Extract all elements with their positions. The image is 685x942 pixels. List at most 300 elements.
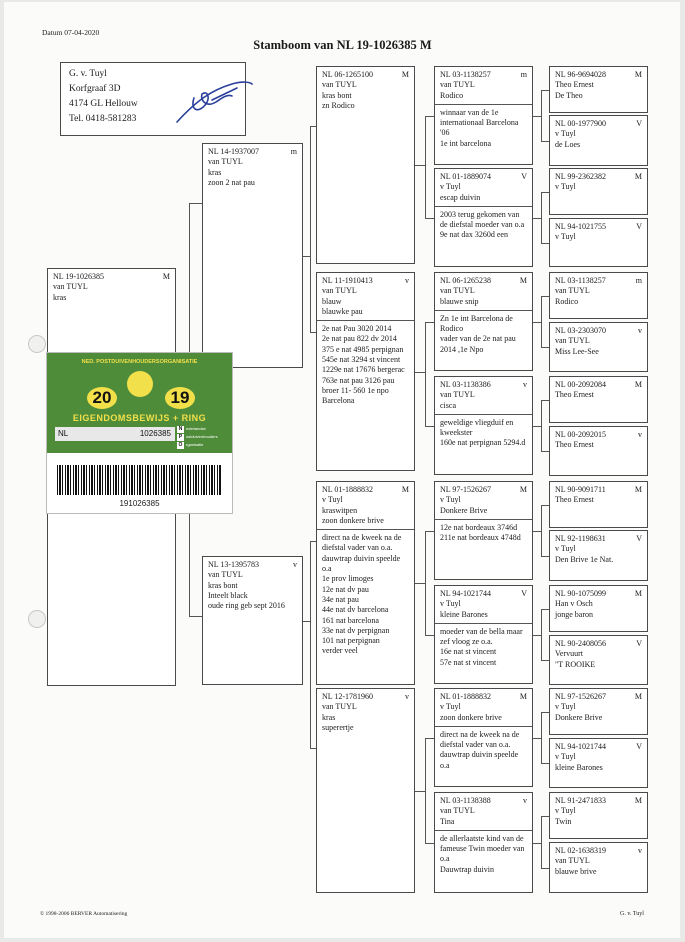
pigeon-detail: v Tuyl	[555, 702, 576, 712]
pigeon-header	[322, 70, 409, 80]
pigeon-header	[555, 846, 642, 856]
pigeon-detail: Tina	[440, 816, 455, 826]
connector-line	[310, 748, 316, 749]
barcode-number: 191026385	[119, 499, 160, 508]
sex-marker: M	[519, 276, 527, 285]
ring-number: NL 19-1026385	[53, 272, 105, 281]
pigeon-detail: superertje	[322, 722, 354, 732]
pigeon-detail: zoon 2 nat pau	[208, 177, 255, 187]
footer-copyright: © 1998-2006 BERVER Automatisering	[40, 911, 128, 917]
connector-line	[425, 116, 434, 117]
sex-marker: V	[636, 119, 642, 128]
result-line: 2e nat pau 822 dv 2014	[322, 334, 397, 344]
pigeon-detail: Miss Lee-See	[555, 346, 599, 356]
pigeon-detail: v Tuyl	[440, 702, 461, 712]
result-line: 375 e nat 4985 perpignan	[322, 344, 404, 354]
date-label: Datum 07-04-2020	[42, 28, 100, 37]
sex-marker: v	[638, 430, 642, 439]
pigeon-header	[555, 534, 642, 544]
pigeon-card-p27	[549, 635, 648, 685]
pigeon-card-p19	[549, 218, 648, 267]
pigeon-header	[322, 276, 409, 286]
pigeon-card-p15	[434, 792, 533, 893]
pigeon-detail: kras	[322, 712, 336, 722]
ring-number: NL 01-1889074	[440, 172, 492, 181]
pigeon-detail: van TUYL	[440, 806, 475, 816]
result-line: Dauwtrap duivin	[440, 864, 494, 874]
pigeon-card-p14	[434, 688, 533, 787]
connector-line	[425, 322, 434, 323]
sex-marker: v	[638, 846, 642, 855]
pigeon-header	[555, 742, 642, 752]
pigeon-detail: v Tuyl	[555, 129, 576, 139]
connector-line	[541, 400, 549, 401]
sex-marker: v	[293, 560, 297, 569]
pigeon-detail: van TUYL	[53, 282, 88, 292]
pigeon-header	[555, 639, 642, 649]
pigeon-header	[555, 119, 642, 129]
pigeon-results	[435, 726, 532, 771]
sex-marker: m	[635, 276, 642, 285]
pigeon-detail: Rodico	[555, 296, 579, 306]
result-line: 1e int barcelona	[440, 138, 492, 148]
pigeon-detail: Den Brive 1e Nat.	[555, 554, 614, 564]
result-line: 2e nat Pau 3020 2014	[322, 324, 392, 334]
pigeon-detail: v Tuyl	[555, 232, 576, 242]
pigeon-detail: Theo Ernest	[555, 440, 594, 450]
sex-marker: V	[636, 534, 642, 543]
result-line: direct na de kweek na de diefstal vader van o.a. dauwtrap duivin speelde o.a	[440, 729, 520, 770]
connector-line	[425, 738, 434, 739]
pigeon-card-p31	[549, 842, 648, 893]
ring-number: NL 03-1138388	[440, 796, 491, 805]
pigeon-detail: kleine Barones	[440, 609, 488, 619]
pigeon-card-p13	[434, 585, 533, 684]
connector-line	[541, 347, 549, 348]
pigeon-detail: cisca	[440, 400, 456, 410]
connector-line	[541, 451, 549, 452]
pigeon-card-p16	[549, 66, 648, 113]
pigeon-detail: van TUYL	[555, 856, 590, 866]
pigeon-detail: van TUYL	[440, 390, 475, 400]
pigeon-detail: blauwke pau	[322, 306, 363, 316]
result-line: 44e nat dv barcelona	[322, 605, 389, 615]
connector-line	[541, 868, 549, 869]
sex-marker: V	[636, 742, 642, 751]
pigeon-header	[555, 276, 642, 286]
pigeon-card-p17	[549, 115, 648, 166]
result-line: 545e nat 3294 st vincent	[322, 355, 401, 365]
pigeon-card-p9	[434, 168, 533, 267]
connector-line	[533, 635, 541, 636]
certificate-title: EIGENDOMSBEWIJS + RING	[72, 413, 207, 423]
pigeon-detail: escap duivin	[440, 192, 481, 202]
pigeon-detail: blauwe brive	[555, 866, 597, 876]
pigeon-results	[317, 320, 414, 406]
pigeon-header	[555, 326, 642, 336]
ring-number: NL 00-2092015	[555, 430, 607, 439]
pigeon-results	[435, 104, 532, 149]
organisation-legend	[177, 425, 218, 449]
sex-marker: M	[519, 692, 527, 701]
connector-line	[541, 609, 549, 610]
pigeon-header	[53, 272, 170, 282]
pigeon-detail: zoon donkere brive	[440, 712, 502, 722]
result-line: 16e nat st vincent	[440, 647, 497, 657]
connector-line	[310, 126, 311, 332]
pigeon-card-p30	[549, 792, 648, 839]
result-line: 211e nat bordeaux 4748d	[440, 533, 521, 543]
result-line: 2003 terug gekomen van de diefstal moeder van o.a	[440, 209, 525, 230]
pigeon-detail: van TUYL	[322, 286, 357, 296]
connector-line	[533, 116, 541, 117]
ring-number: NL 13-1395783	[208, 560, 260, 569]
lion-emblem-icon	[127, 371, 153, 397]
pigeon-detail: Inteelt black	[208, 590, 248, 600]
ring-number: NL 06-1265238	[440, 276, 492, 285]
connector-line	[541, 505, 542, 556]
year-left: 20	[87, 387, 117, 409]
result-line: broer 11- 560 1e npo	[322, 385, 389, 395]
pigeon-header	[555, 589, 642, 599]
ring-number: NL 90-1075099	[555, 589, 607, 598]
sex-marker: M	[401, 70, 409, 79]
pigeon-detail: v Tuyl	[555, 806, 576, 816]
ring-number: NL 97-1526267	[440, 485, 492, 494]
pigeon-card-p24	[549, 481, 648, 528]
pigeon-card-p22	[549, 376, 648, 423]
pigeon-card-p6	[316, 481, 415, 685]
sex-marker: v	[523, 796, 527, 805]
pigeon-header	[208, 560, 297, 570]
owner-name: G. v. Tuyl	[69, 69, 107, 79]
result-line: verder veel	[322, 646, 358, 656]
connector-line	[310, 541, 316, 542]
pigeon-detail: van TUYL	[440, 80, 475, 90]
ring-number: NL 00-1977900	[555, 119, 607, 128]
connector-line	[415, 372, 425, 373]
pigeon-detail: kraswitpen	[322, 505, 358, 515]
sex-marker: M	[634, 589, 642, 598]
pigeon-detail: zoon donkere brive	[322, 515, 384, 525]
result-line: Barcelona	[322, 396, 355, 406]
connector-line	[541, 90, 549, 91]
connector-line	[425, 531, 426, 635]
pigeon-results	[435, 206, 532, 241]
connector-line	[310, 332, 316, 333]
result-line: moeder van de bella maar zef vloog ze o.a.	[440, 626, 523, 647]
connector-line	[541, 763, 549, 764]
year-right: 19	[165, 387, 195, 409]
connector-line	[541, 712, 542, 763]
connector-line	[541, 243, 549, 244]
ring-number: NL 01-1888832	[440, 692, 492, 701]
connector-line	[541, 505, 549, 506]
ring-row	[55, 427, 175, 441]
ring-number: NL 03-1138257	[555, 276, 606, 285]
pigeon-detail: Vervuurt	[555, 649, 583, 659]
result-line: Zn 1e int Barcelona de Rodico	[440, 313, 513, 334]
legend-item: O rganisatie	[178, 442, 204, 448]
pigeon-detail: Theo Ernest	[555, 390, 594, 400]
owner-street: Korfgraaf 3D	[69, 84, 121, 94]
pigeon-card-p28	[549, 688, 648, 735]
connector-line	[425, 322, 426, 426]
pigeon-results	[435, 519, 532, 544]
connector-line	[425, 738, 426, 843]
pigeon-detail: "T ROOIKE	[555, 659, 596, 669]
connector-line	[541, 712, 549, 713]
sex-marker: M	[634, 796, 642, 805]
pigeon-detail: v Tuyl	[440, 182, 461, 192]
result-line: 161 nat barcelona	[322, 615, 379, 625]
pigeon-header	[555, 430, 642, 440]
connector-line	[425, 843, 434, 844]
result-line: 9e nat dax 3260d een	[440, 230, 508, 240]
pigeon-detail: van TUYL	[322, 702, 357, 712]
result-line: 12e nat bordeaux 3746d	[440, 522, 518, 532]
legend-item: P ostduivenhouders	[178, 434, 218, 440]
result-line: 12e nat dv pau	[322, 584, 369, 594]
pigeon-results	[435, 830, 532, 875]
sex-marker: v	[405, 692, 409, 701]
result-line: winnaar van de 1e internationaal Barcelona '06	[440, 107, 519, 138]
pigeon-card-p4	[316, 66, 415, 264]
sex-marker: V	[636, 222, 642, 231]
pigeon-detail: oude ring geb sept 2016	[208, 601, 285, 611]
barcode	[57, 465, 222, 495]
result-line: 763e nat pau 3126 pau	[322, 375, 395, 385]
sex-marker: v	[405, 276, 409, 285]
pigeon-header	[440, 796, 527, 806]
connector-line	[310, 541, 311, 748]
pigeon-detail: blauwe snip	[440, 296, 479, 306]
pigeon-detail: Han v Osch	[555, 599, 593, 609]
pigeon-detail: kras	[208, 167, 222, 177]
connector-line	[425, 218, 434, 219]
ring-certificate	[46, 352, 233, 514]
pigeon-detail: v Tuyl	[555, 544, 576, 554]
ring-number: NL 94-1021755	[555, 222, 607, 231]
result-line: 1229e nat 17676 bergerac	[322, 365, 405, 375]
connector-line	[425, 426, 434, 427]
pigeon-header	[555, 692, 642, 702]
connector-line	[533, 218, 541, 219]
pigeon-detail: de Loes	[555, 139, 581, 149]
ring-number: NL 11-1910413	[322, 276, 373, 285]
result-line: 160e nat perpignan 5294.d	[440, 438, 526, 448]
result-line: geweldige vliegduif en kweekster	[440, 417, 514, 438]
result-line: 101 nat perpignan	[322, 636, 380, 646]
connector-line	[533, 426, 541, 427]
pigeon-header	[555, 70, 642, 80]
connector-line	[310, 126, 316, 127]
ring-number: NL 14-1937007	[208, 147, 260, 156]
pigeon-detail: kras	[53, 292, 67, 302]
sex-marker: V	[521, 172, 527, 181]
connector-line	[541, 141, 549, 142]
connector-line	[541, 660, 549, 661]
pigeon-header	[208, 147, 297, 157]
pigeon-detail: kras bont	[208, 580, 238, 590]
pigeon-header	[555, 796, 642, 806]
ring-number: 1026385	[139, 429, 171, 438]
pigeon-header	[440, 380, 527, 390]
pigeon-card-p12	[434, 481, 533, 580]
certificate-top	[47, 353, 232, 453]
connector-line	[425, 116, 426, 218]
pigeon-card-p5	[316, 272, 415, 471]
connector-line	[541, 192, 549, 193]
result-line: 34e nat pau	[322, 594, 359, 604]
sex-marker: M	[634, 172, 642, 181]
pigeon-detail: van TUYL	[208, 157, 243, 167]
legend-item: N ederlandse	[178, 426, 206, 432]
pigeon-detail: v Tuyl	[440, 495, 461, 505]
ring-number: NL 94-1021744	[555, 742, 607, 751]
pigeon-detail: v Tuyl	[322, 495, 343, 505]
pigeon-detail: Twin	[555, 816, 572, 826]
pigeon-card-p11	[434, 376, 533, 475]
pigeon-header	[555, 485, 642, 495]
connector-line	[541, 296, 542, 347]
sex-marker: M	[634, 485, 642, 494]
result-line: direct na de kweek na de diefstal vader van o.a. dauwtrap duivin speelde o.a	[322, 533, 402, 574]
connector-line	[533, 843, 541, 844]
pigeon-card-p3	[202, 556, 303, 685]
sex-marker: M	[634, 380, 642, 389]
sex-marker: V	[636, 639, 642, 648]
pigeon-detail: jonge baron	[555, 609, 593, 619]
pigeon-detail: Theo Ernest	[555, 495, 594, 505]
connector-line	[415, 583, 425, 584]
footer-author: G. v. Tuyl	[620, 911, 644, 917]
connector-line	[541, 816, 542, 868]
pigeon-header	[322, 485, 409, 495]
sex-marker: v	[523, 380, 527, 389]
pigeon-detail: van TUYL	[555, 286, 590, 296]
pigeon-header	[440, 692, 527, 702]
pigeon-header	[440, 589, 527, 599]
pigeon-card-p21	[549, 322, 648, 372]
pigeon-detail: kras bont	[322, 90, 352, 100]
connector-line	[303, 621, 310, 622]
result-line: 33e nat dv perpignan	[322, 625, 390, 635]
pigeon-header	[440, 172, 527, 182]
connector-line	[541, 296, 549, 297]
pigeon-detail: van TUYL	[322, 80, 357, 90]
sex-marker: M	[162, 272, 170, 281]
connector-line	[533, 322, 541, 323]
pigeon-header	[440, 276, 527, 286]
sex-marker: V	[521, 589, 527, 598]
ring-number: NL 99-2362382	[555, 172, 607, 181]
pigeon-detail: Theo Ernest	[555, 80, 594, 90]
pigeon-detail: Donkere Brive	[555, 712, 603, 722]
punch-hole	[28, 335, 46, 353]
pigeon-results	[435, 623, 532, 668]
sex-marker: M	[634, 692, 642, 701]
pigeon-card-p10	[434, 272, 533, 371]
connector-line	[541, 400, 542, 451]
pigeon-card-p26	[549, 585, 648, 632]
pigeon-detail: van TUYL	[440, 286, 475, 296]
pigeon-detail: v Tuyl	[555, 752, 576, 762]
pigeon-header	[555, 172, 642, 182]
pigeon-detail: van TUYL	[555, 336, 590, 346]
result-line: 57e nat st vincent	[440, 657, 497, 667]
connector-line	[533, 531, 541, 532]
pigeon-card-p2	[202, 143, 303, 368]
ring-number: NL 94-1021744	[440, 589, 492, 598]
pigeon-card-p23	[549, 426, 648, 476]
pigeon-results	[435, 310, 532, 355]
ring-number: NL 97-1526267	[555, 692, 607, 701]
ring-number: NL 03-1138386	[440, 380, 491, 389]
owner-city: 4174 GL Hellouw	[69, 99, 138, 109]
ring-number: NL 06-1265100	[322, 70, 374, 79]
connector-line	[303, 256, 310, 257]
connector-line	[541, 609, 542, 660]
connector-line	[425, 635, 434, 636]
connector-line	[541, 556, 549, 557]
ring-number: NL 90-2408056	[555, 639, 607, 648]
ring-number: NL 01-1888832	[322, 485, 374, 494]
signature	[172, 70, 257, 130]
ring-number: NL 12-1781960	[322, 692, 374, 701]
connector-line	[425, 531, 434, 532]
pigeon-header	[440, 70, 527, 80]
punch-hole	[28, 610, 46, 628]
certificate-band: NED. POSTDUIVENHOUDERSORGANISATIE	[81, 359, 198, 365]
ring-number: NL 96-9694028	[555, 70, 607, 79]
sex-marker: m	[290, 147, 297, 156]
result-line: 1e prov limoges	[322, 574, 374, 584]
connector-line	[541, 90, 542, 141]
connector-line	[415, 165, 425, 166]
sex-marker: M	[401, 485, 409, 494]
pigeon-card-p7	[316, 688, 415, 893]
pigeon-card-p8	[434, 66, 533, 165]
ring-number: NL 03-1138257	[440, 70, 491, 79]
pigeon-detail: De Theo	[555, 90, 583, 100]
pigeon-detail: v Tuyl	[555, 182, 576, 192]
ring-number: NL 03-2303070	[555, 326, 607, 335]
connector-line	[189, 203, 202, 204]
pigeon-detail: van TUYL	[208, 570, 243, 580]
pigeon-header	[555, 380, 642, 390]
pigeon-detail: kleine Barones	[555, 762, 603, 772]
ring-number: NL 92-1198631	[555, 534, 606, 543]
sex-marker: M	[519, 485, 527, 494]
connector-line	[541, 192, 542, 243]
page-title: Stamboom van NL 19-1026385 M	[253, 38, 432, 52]
connector-line	[189, 616, 202, 617]
connector-line	[541, 816, 549, 817]
sex-marker: m	[520, 70, 527, 79]
pigeon-card-p25	[549, 530, 648, 581]
connector-line	[415, 791, 425, 792]
sex-marker: v	[638, 326, 642, 335]
pigeon-detail: blauw	[322, 296, 342, 306]
result-line: vader van de 2e nat pau 2014 ,1e Npo	[440, 334, 516, 354]
pigeon-detail: zn Rodico	[322, 100, 355, 110]
pigeon-detail: Donkere Brive	[440, 505, 488, 515]
ring-number: NL 02-1638319	[555, 846, 607, 855]
ring-number: NL 91-2471833	[555, 796, 607, 805]
ring-number: NL 00-2092084	[555, 380, 607, 389]
connector-line	[533, 738, 541, 739]
